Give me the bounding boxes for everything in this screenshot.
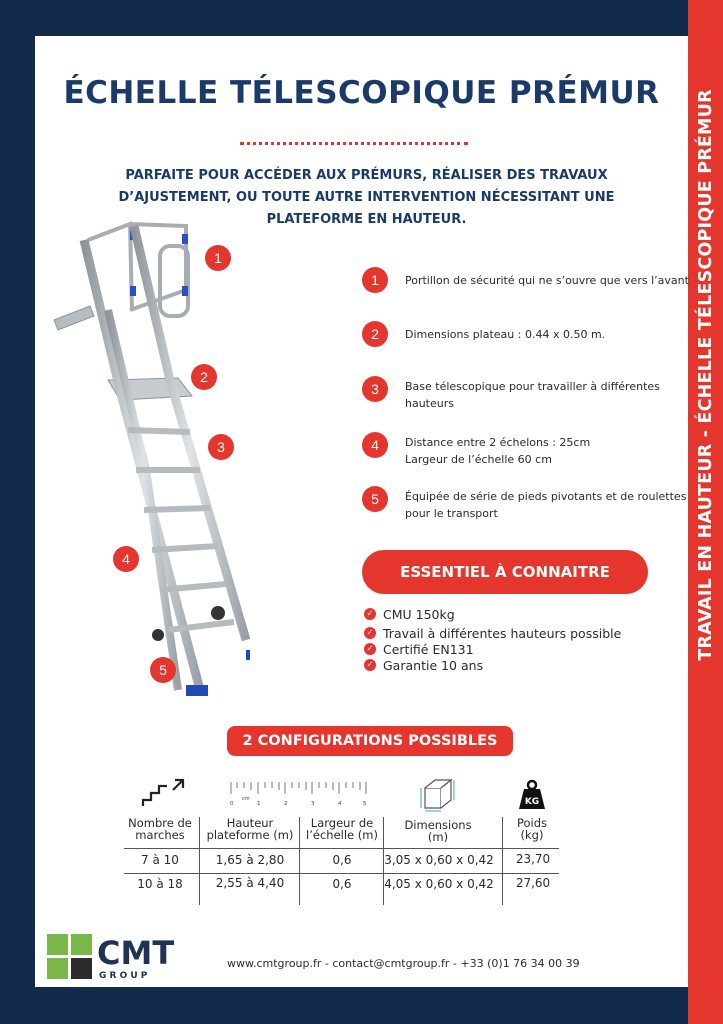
- feature-number: 5: [362, 486, 388, 512]
- table-cell: 10 à 18: [137, 877, 183, 891]
- ruler-icon: [227, 780, 367, 808]
- configurations-heading: 2 CONFIGURATIONS POSSIBLES: [227, 726, 513, 756]
- table-column-divider: [299, 817, 300, 905]
- essential-list: [364, 606, 674, 673]
- table-divider: [124, 873, 559, 874]
- table-cell: 4,05 x 0,60 x 0,42: [384, 877, 494, 891]
- weight-badge-label: KG: [524, 797, 540, 807]
- ruler-tick-label: 1: [257, 801, 261, 807]
- table-cell: 23,70: [515, 852, 551, 866]
- check-icon: ✓: [364, 627, 376, 639]
- table-column-divider: [502, 817, 503, 905]
- dotted-divider: [240, 142, 468, 145]
- ruler-tick-label: 0: [230, 801, 234, 807]
- feature-number: 2: [362, 321, 388, 347]
- essential-heading: ESSENTIEL À CONNAITRE: [362, 550, 648, 594]
- weight-icon: [517, 779, 547, 811]
- check-icon: ✓: [364, 643, 376, 655]
- table-cell: 1,65 à 2,80: [215, 853, 285, 867]
- feature-number: 3: [362, 376, 388, 402]
- feature-text: Dimensions plateau : 0.44 x 0.50 m.: [405, 328, 606, 341]
- callout-3: 3: [208, 434, 234, 460]
- feature-text: Portillon de sécurité qui ne s’ouvre que vers l’avant: [405, 274, 689, 287]
- table-divider: [124, 848, 559, 849]
- column-header: Hauteur plateforme (m): [206, 816, 294, 842]
- essential-item-text: Travail à différentes hauteurs possible: [383, 625, 622, 641]
- ladder-illustration: [50, 220, 250, 705]
- column-header: Dimensions (m): [404, 818, 472, 844]
- ruler-tick-label: 5: [363, 801, 367, 807]
- check-icon: ✓: [364, 608, 376, 620]
- callout-5: 5: [150, 657, 176, 683]
- ruler-tick-label: 4: [338, 801, 342, 807]
- essential-item-text: Certifié EN131: [383, 641, 474, 657]
- list-item: [364, 641, 674, 657]
- table-cell: 0,6: [332, 877, 352, 891]
- side-banner: TRAVAIL EN HAUTEUR - ÉCHELLE TÉLESCOPIQUE PRÉMUR: [696, 89, 716, 661]
- feature-text: Distance entre 2 échelons : 25cm Largeur de l’échelle 60 cm: [405, 436, 591, 466]
- column-header: Poids (kg): [516, 816, 548, 842]
- list-item: [364, 625, 674, 641]
- table-cell: 0,6: [332, 853, 352, 867]
- essential-item-text: CMU 150kg: [383, 606, 455, 622]
- page-title: ÉCHELLE TÉLESCOPIQUE PRÉMUR: [63, 75, 660, 111]
- table-cell: 2,55 à 4,40: [215, 876, 285, 890]
- column-header: Largeur de l’échelle (m): [306, 816, 378, 842]
- ruler-unit: cm: [242, 796, 250, 802]
- table-cell: 7 à 10: [141, 853, 179, 867]
- check-icon: ✓: [364, 659, 376, 671]
- ruler-tick-label: 3: [311, 801, 315, 807]
- stairs-icon: [141, 778, 185, 808]
- cmt-logo: [47, 934, 197, 980]
- list-item: [364, 657, 674, 673]
- essential-item-text: Garantie 10 ans: [383, 657, 484, 673]
- logo-name: CMT: [97, 934, 175, 972]
- table-cell: 3,05 x 0,60 x 0,42: [384, 853, 494, 867]
- ruler-tick-label: 2: [284, 801, 288, 807]
- callout-1: 1: [205, 245, 231, 271]
- table-column-divider: [199, 817, 200, 905]
- feature-text: Base télescopique pour travailler à différentes hauteurs: [405, 380, 660, 410]
- logo-sub: G R O U P: [99, 971, 148, 980]
- footer-contact: www.cmtgroup.fr - contact@cmtgroup.fr - +33 (0)1 76 34 00 39: [227, 957, 580, 970]
- box-dimensions-icon: [419, 776, 459, 812]
- callout-2: 2: [191, 364, 217, 390]
- list-item: [364, 606, 674, 622]
- page-subtitle: PARFAITE POUR ACCÉDER AUX PRÉMURS, RÉALISER DES TRAVAUX D’AJUSTEMENT, OU TOUTE AUTRE INTERVENTION NÉCESSITANT UNE PLATEFORME EN HAUTEUR.: [118, 168, 615, 227]
- table-cell: 27,60: [515, 876, 551, 890]
- feature-text: Équipée de série de pieds pivotants et de roulettes pour le transport: [405, 490, 687, 520]
- feature-number: 4: [362, 432, 388, 458]
- feature-number: 1: [362, 267, 388, 293]
- column-header: Nombre de marches: [128, 816, 192, 842]
- callout-4: 4: [113, 546, 139, 572]
